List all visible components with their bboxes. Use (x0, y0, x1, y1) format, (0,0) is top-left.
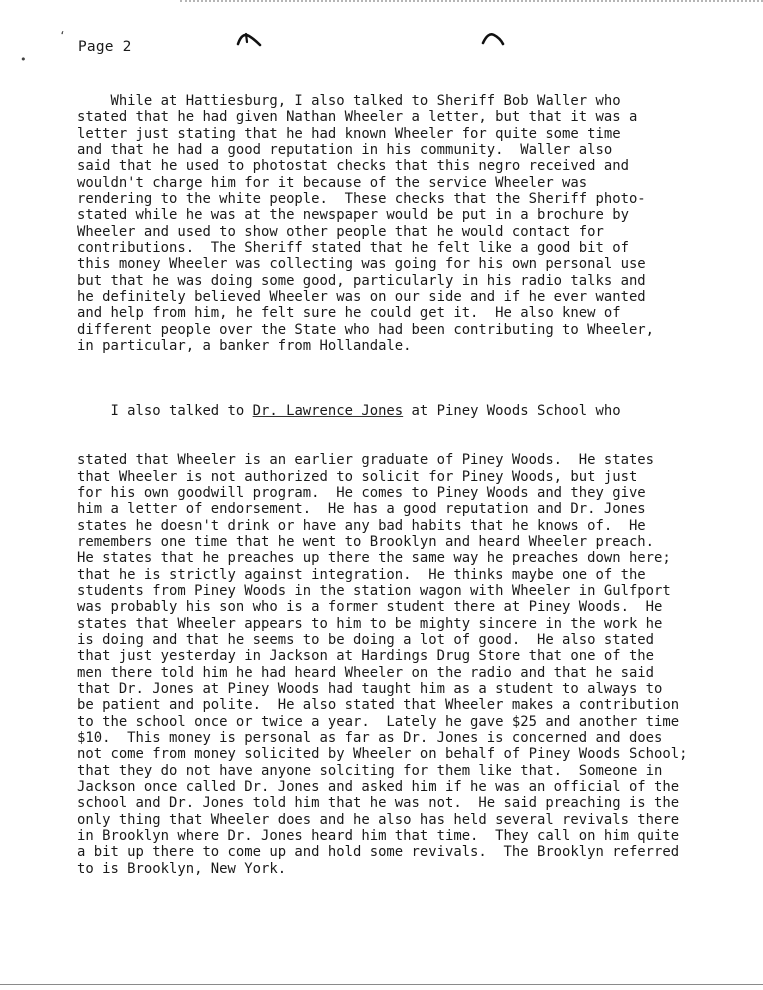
paragraph-first-line (77, 403, 757, 419)
text-line: said that he used to photostat checks that this negro received and (77, 158, 629, 175)
text-line: not come from money solicited by Wheeler on behalf of Piney Woods School; (77, 746, 688, 763)
text-line: stated that Wheeler is an earlier graduate of Piney Woods. He states (77, 452, 655, 469)
text-line: and that he had a good reputation in his community. Waller also (77, 142, 613, 159)
hole-punch-mark-left (236, 30, 262, 48)
text-line: only thing that Wheeler does and he also has held several revivals there (77, 811, 680, 828)
text-line: but that he was doing some good, particularly in his radio talks and (77, 272, 646, 289)
text-line: and help from him, he felt sure he could get it. He also knew of (77, 305, 621, 322)
text-line: letter just stating that he had known Wheeler for quite some time (77, 125, 621, 142)
stray-pen-mark: ‘ (59, 29, 66, 42)
text-line: in particular, a banker from Hollandale. (77, 338, 412, 355)
text-line: for his own goodwill program. He comes to Piney Woods and they give (77, 484, 646, 501)
text-line: Jackson once called Dr. Jones and asked him if he was an official of the (77, 779, 680, 796)
text-line: he definitely believed Wheeler was on our side and if he ever wanted (77, 289, 646, 306)
text-line: a bit up there to come up and hold some revivals. The Brooklyn referred (77, 844, 680, 861)
document-body (77, 93, 757, 877)
paragraph-sheriff-waller (77, 93, 757, 355)
text-line: to the school once or twice a year. Lately he gave $25 and another time (77, 713, 680, 730)
text-line: He states that he preaches up there the same way he preaches down here; (77, 550, 671, 567)
text-line: students from Piney Woods in the station wagon with Wheeler in Gulfport (77, 582, 671, 599)
text-line: states that Wheeler appears to him to be mighty sincere in the work he (77, 615, 663, 632)
line-text: I also talked to (77, 403, 253, 420)
text-line: stated while he was at the newspaper would be put in a brochure by (77, 207, 629, 224)
text-line: is doing and that he seems to be doing a lot of good. He also stated (77, 632, 655, 648)
line-text: at Piney Woods School who (403, 403, 621, 420)
top-edge-dotted-line (180, 0, 763, 2)
text-line: that just yesterday in Jackson at Hardings Drug Store that one of the (77, 648, 655, 665)
page-number: Page 2 (78, 39, 132, 55)
underlined-name: Dr. Lawrence Jones (252, 403, 404, 420)
bottom-edge-line (0, 984, 763, 985)
text-line: different people over the State who had been contributing to Wheeler, (77, 321, 655, 338)
text-line: school and Dr. Jones told him that he was not. He said preaching is the (77, 795, 680, 812)
text-line: was probably his son who is a former student there at Piney Woods. He (77, 599, 663, 616)
text-line: that he is strictly against integration. He thinks maybe one of the (77, 566, 646, 583)
paragraph-dr-jones (77, 371, 757, 878)
text-line: states he doesn't drink or have any bad habits that he knows of. He (77, 517, 646, 534)
text-line: him a letter of endorsement. He has a good reputation and Dr. Jones (77, 501, 646, 518)
text-line: this money Wheeler was collecting was going for his own personal use (77, 256, 646, 273)
text-line: $10. This money is personal as far as Dr. Jones is concerned and does (77, 730, 663, 747)
text-line: in Brooklyn where Dr. Jones heard him that time. They call on him quite (77, 828, 680, 845)
hole-punch-mark-right (480, 30, 506, 48)
text-line: men there told him he had heard Wheeler on the radio and that he said (77, 664, 655, 681)
text-line: to is Brooklyn, New York. (77, 860, 287, 877)
text-line: wouldn't charge him for it because of the service Wheeler was (77, 174, 588, 191)
text-line: While at Hattiesburg, I also talked to Sheriff Bob Waller who (77, 93, 621, 109)
text-line: that Dr. Jones at Piney Woods had taught him as a student to always to (77, 681, 663, 698)
text-line: be patient and polite. He also stated that Wheeler makes a contribution (77, 697, 680, 714)
text-line: remembers one time that he went to Brooklyn and heard Wheeler preach. (77, 533, 655, 550)
text-line: contributions. The Sheriff stated that he felt like a good bit of (77, 240, 629, 257)
text-line: that Wheeler is not authorized to solicit for Piney Woods, but just (77, 468, 638, 485)
text-line: that they do not have anyone solciting for them like that. Someone in (77, 762, 663, 779)
text-line: Wheeler and used to show other people that he would contact for (77, 223, 604, 240)
text-line: rendering to the white people. These checks that the Sheriff photo- (77, 191, 646, 208)
stray-pen-mark: • (20, 53, 27, 66)
text-line: stated that he had given Nathan Wheeler a letter, but that it was a (77, 109, 638, 126)
